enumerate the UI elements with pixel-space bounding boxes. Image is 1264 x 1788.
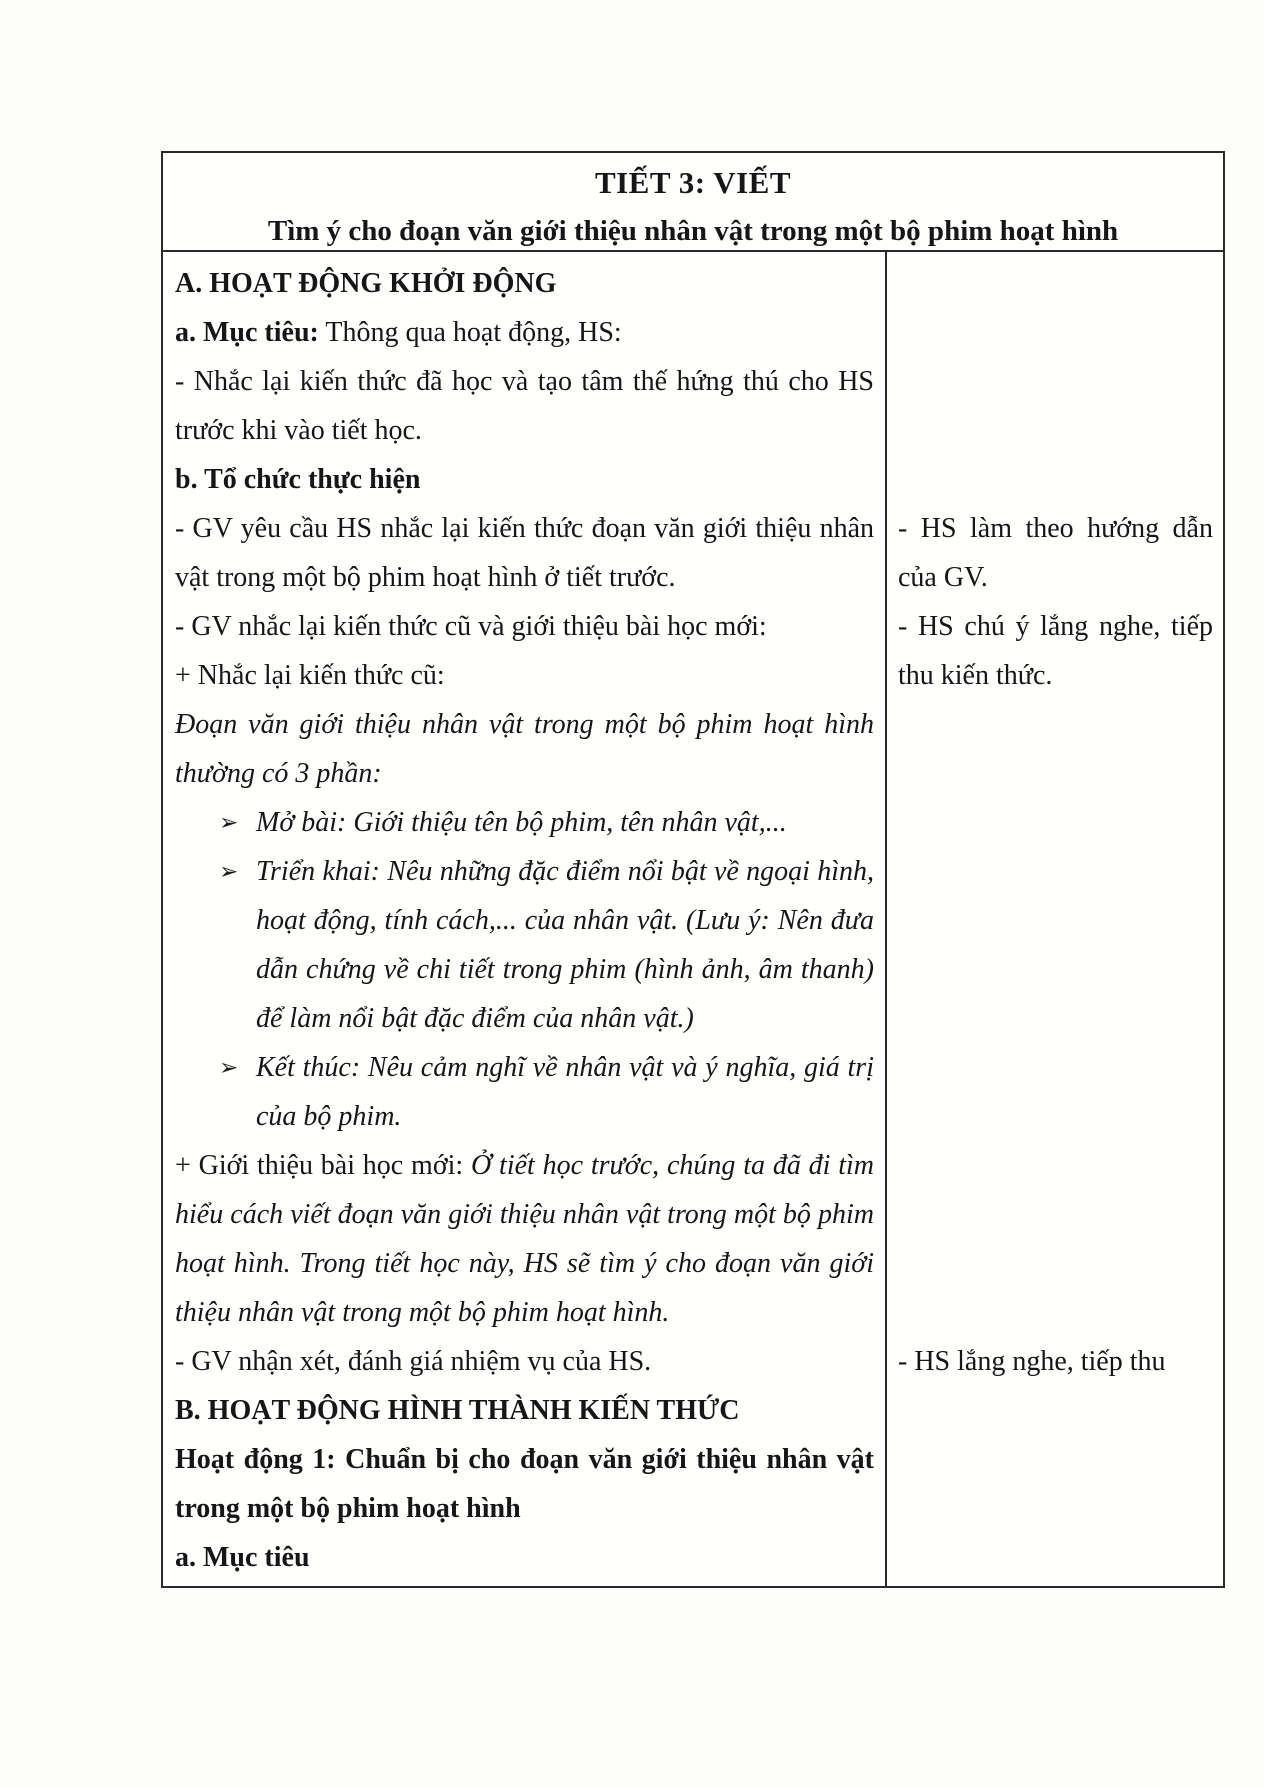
knowledge-summary: Đoạn văn giới thiệu nhân vật trong một bộ phim hoạt hình thường có 3 phần: [175,709,874,789]
gv-instruction-2: - GV nhắc lại kiến thức cũ và giới thiệu bài học mới: [175,611,767,642]
column-spacer [898,700,1213,1337]
hs-response-2: - HS chú ý lắng nghe, tiếp thu kiến thức. [898,611,1213,691]
bullet-item-ket-thuc [175,1043,874,1141]
recall-label: + Nhắc lại kiến thức cũ: [175,660,445,691]
arrow-bullet-icon: ➢ [219,1055,239,1081]
objective-line [175,308,874,357]
lesson-plan-table [161,151,1225,1588]
arrow-bullet-icon: ➢ [219,810,239,836]
bullet-trien-khai-text: Triển khai: Nêu những đặc điểm nổi bật về ngoại hình, hoạt động, tính cách,... của nhân vật. (Lưu ý: Nên đưa dẫn chứng về chi tiết trong phim (hình ảnh, âm thanh) để làm nổi bật đặc điểm của nhân vật.) [256,856,874,1034]
new-lesson-intro [175,1141,874,1337]
hs-response-1: - HS làm theo hướng dẫn của GV. [898,513,1213,593]
lesson-subtitle: Tìm ý cho đoạn văn giới thiệu nhân vật trong một bộ phim hoạt hình [267,215,1119,247]
objective-item: - Nhắc lại kiến thức đã học và tạo tâm thế hứng thú cho HS trước khi vào tiết học. [175,366,874,446]
lesson-title: TIẾT 3: VIẾT [594,165,792,200]
bullet-item-trien-khai [175,847,874,1043]
column-spacer [898,259,1213,504]
activity-1-objective-label: a. Mục tiêu [175,1542,310,1573]
student-activities-column [887,252,1223,1586]
arrow-bullet-icon: ➢ [219,859,239,885]
bullet-item-mo-bai [175,798,874,847]
organization-heading: b. Tổ chức thực hiện [175,464,421,495]
new-lesson-text: Ở tiết học trước, chúng ta đã đi tìm hiểu cách viết đoạn văn giới thiệu nhân vật trong một bộ phim hoạt hình. Trong tiết học này, HS sẽ tìm ý cho đoạn văn giới thiệu nhân vật trong một bộ phim hoạt hình. [175,1150,874,1328]
gv-assessment: - GV nhận xét, đánh giá nhiệm vụ của HS. [175,1346,652,1377]
activity-1-heading: Hoạt động 1: Chuẩn bị cho đoạn văn giới thiệu nhân vật trong một bộ phim hoạt hình [175,1444,874,1524]
bullet-ket-thuc-text: Kết thúc: Nêu cảm nghĩ về nhân vật và ý nghĩa, giá trị của bộ phim. [256,1052,874,1132]
objective-text: Thông qua hoạt động, HS: [318,317,622,348]
hs-response-3: - HS lắng nghe, tiếp thu [898,1346,1166,1377]
table-body-row [163,252,1223,1586]
bullet-mo-bai-text: Mở bài: Giới thiệu tên bộ phim, tên nhân vật,... [256,807,787,838]
objective-label: a. Mục tiêu: [175,317,319,348]
teacher-activities-column [163,252,887,1586]
new-lesson-label: + Giới thiệu bài học mới: [175,1150,472,1181]
section-a-heading: A. HOẠT ĐỘNG KHỞI ĐỘNG [175,268,557,299]
section-b-heading: B. HOẠT ĐỘNG HÌNH THÀNH KIẾN THỨC [175,1395,740,1426]
gv-instruction-1: - GV yêu cầu HS nhắc lại kiến thức đoạn văn giới thiệu nhân vật trong một bộ phim hoạt hình ở tiết trước. [175,513,874,593]
table-header-cell [163,153,1223,252]
